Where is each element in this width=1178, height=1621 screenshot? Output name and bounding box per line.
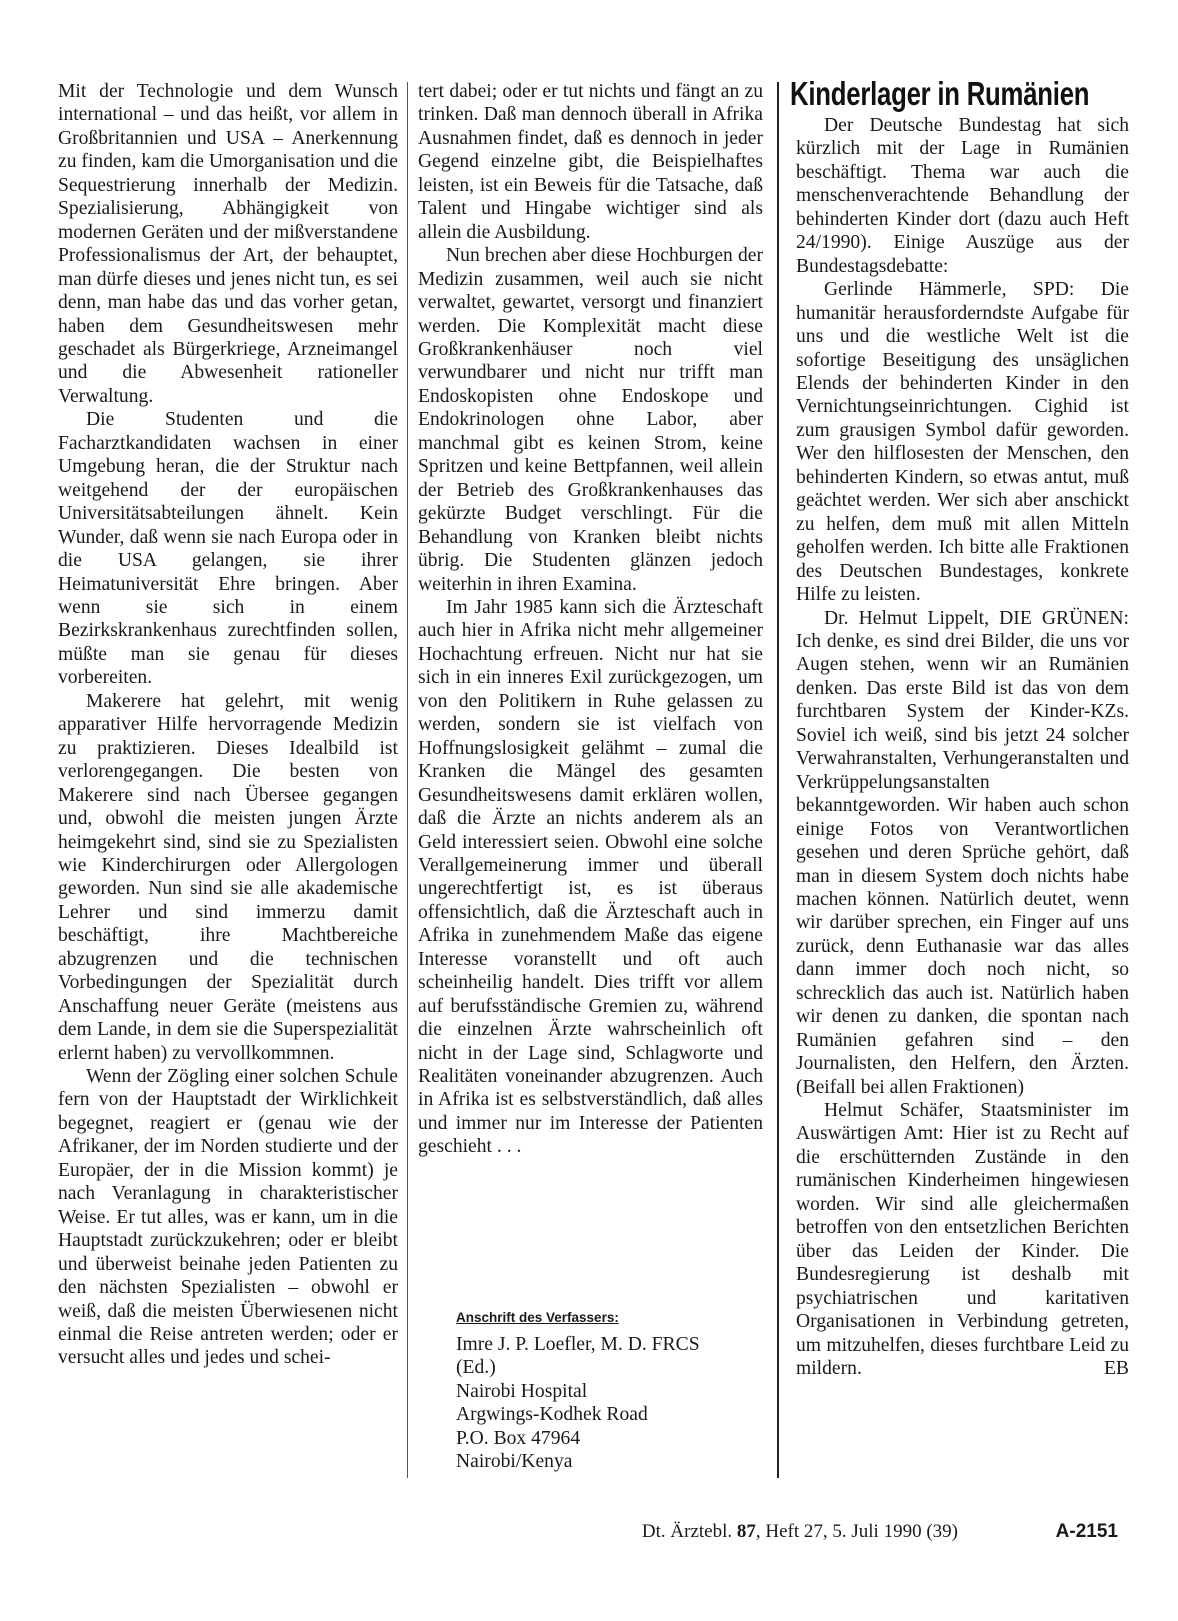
page-footer xyxy=(0,1521,1178,1547)
author-address xyxy=(456,1310,756,1474)
sidebar-headline: Kinderlager in Rumänien xyxy=(790,75,1090,112)
paragraph: Die Studenten und die Facharztkandidaten wachsen in einer Umgebung heran, die der Struktur nach weitgehend der der europäischen Universitätsabteilungen ähnelt. Kein Wunder, daß wenn sie nach Europa oder in die USA gelangen, sie ihrer Heimatuniversität Ehre bringen. Aber wenn sie sich in einem Bezirkskrankenhaus zurechtfinden sollen, müßte man sie genau für dieses vorbereiten. xyxy=(58,409,398,689)
paragraph: Mit der Technologie und dem Wunsch international – und das heißt, vor allem in Großbritannien und USA – Anerkennung zu finden, kam die Umorganisation und die Sequestrierung innerhalb der Medizin. Spezialisierung, Abhängigkeit von modernen Geräten und der mißverstandene Professionalismus der Art, der behauptet, man dürfe dieses und jenes nicht tun, es sei denn, man habe das und das vorher getan, haben dem Gesundheitswesen mehr geschadet als Bürgerkriege, Arzneimangel und die Abwesenheit rationeller Verwaltung. xyxy=(58,81,398,407)
address-line: P.O. Box 47964 xyxy=(456,1427,581,1449)
journal-issue: , Heft 27, 5. Juli 1990 (39) xyxy=(755,1521,958,1542)
journal-volume: 87 xyxy=(736,1521,756,1542)
author-signature: EB xyxy=(1103,1358,1129,1380)
sidebar-column xyxy=(796,114,1129,1380)
journal-citation xyxy=(642,1521,958,1543)
paragraph: Makerere hat gelehrt, mit wenig apparativer Hilfe hervorragende Medizin zu praktizieren. Dieses Idealbild ist verlorengegangen. Die besten von Makerere sind nach Übersee gegangen und, obwohl die meisten jungen Ärzte heimgekehrt sind, sind sie zu Spezialisten wie Kinderchirurgen oder Allergologen geworden. Nun sind sie alle akademische Lehrer und sind immerzu damit beschäftigt, ihre Machtbereiche abzugrenzen und die technischen Vorbedingungen der Spezialität durch Anschaffung neuer Geräte (meistens aus dem Lande, in dem sie die Superspezialität erlernt haben) zu vervollkommnen. xyxy=(58,690,398,1064)
column-divider xyxy=(407,82,408,1478)
address-line: Argwings-Kodhek Road xyxy=(456,1404,648,1426)
article-column-1 xyxy=(58,80,398,1370)
paragraph: Im Jahr 1985 kann sich die Ärzteschaft auch hier in Afrika nicht mehr allgemeiner Hochachtung erfreuen. Nicht nur hat sie sich in ein inneres Exil zurückgezogen, um von den Politikern in Ruhe gelassen zu werden, sondern sie ist vielfach von Hoffnungslosigkeit gelähmt – zumal die Kranken die Mängel des gesamten Gesundheitswesens damit erklären wollen, daß die Ärzte an nichts anderem als an Geld interessiert seien. Obwohl eine solche Verallgemeinerung immer und überall ungerechtfertigt ist, es ist überaus offensichtlich, daß die Ärzteschaft auch in Afrika in zunehmendem Maße das eigene Interesse voranstellt und oft auch scheinheilig handelt. Dies trifft vor allem auf berufsständische Gremien zu, während die einzelnen Ärzte wahrscheinlich oft nicht in der Lage sind, Schlagworte und Realitäten voneinander abzugrenzen. Auch in Afrika ist es selbstverständlich, daß alles und immer nur im Interesse der Patienten geschieht . . . xyxy=(418,596,763,1158)
article-column-2 xyxy=(418,80,763,1159)
address-label: Anschrift des Verfassers: xyxy=(456,1310,619,1325)
address-line: (Ed.) xyxy=(456,1357,496,1379)
paragraph: Nun brechen aber diese Hochburgen der Medizin zusammen, weil auch sie nicht verwaltet, gewartet, versorgt und finanziert werden. Die Komplexität macht diese Großkrankenhäuser noch viel verwundbarer und nicht nur trifft man Endoskopisten ohne Endoskope und Endokrinologen ohne Labor, aber manchmal gibt es keinen Strom, keine Spritzen und keine Bettpfannen, weil allein der Betrieb des Großkrankenhauses das gekürzte Budget verschlingt. Für die Behandlung von Kranken bleibt nichts übrig. Die Studenten glänzen jedoch weiterhin in ihren Examina. xyxy=(418,245,763,595)
address-line: Nairobi/Kenya xyxy=(456,1451,573,1473)
paragraph: tert dabei; oder er tut nichts und fängt an zu trinken. Daß man dennoch überall in Afrika Ausnahmen findet, daß es dennoch in jeder Gegend einzelne gibt, die Beispielhaftes leisten, ist ein Beweis für die Tatsache, daß Talent und Hingabe wichtiger sind als allein die Ausbildung. xyxy=(418,81,763,243)
sidebar-divider xyxy=(777,82,779,1478)
journal-name: Dt. Ärztebl. xyxy=(641,1521,733,1542)
paragraph xyxy=(796,1099,1129,1380)
address-line: Nairobi Hospital xyxy=(456,1380,588,1402)
paragraph: Wenn der Zögling einer solchen Schule fern von der Hauptstadt der Wirklichkeit begegnet, reagiert er (genau wie der Afrikaner, der im Norden studierte und der Europäer, der in die Mission kommt) je nach Veranlagung in charakteristischer Weise. Er tut alles, was er kann, um in die Hauptstadt zurückzukehren; oder er bleibt und überweist beinahe jeden Patienten zu den nächsten Spezialisten – obwohl er weiß, daß die meisten Überwiesenen nicht einmal die Reise antreten werden; oder er versucht alles und jedes und schei- xyxy=(58,1066,398,1369)
address-line: Imre J. P. Loefler, M. D. FRCS xyxy=(456,1334,700,1355)
paragraph-text: Helmut Schäfer, Staatsminister im Auswärtigen Amt: Hier ist zu Recht auf die erschütternden Zustände in den rumänischen Kinderheimen hingewiesen worden. Wir sind alle gleichermaßen betroffen von den entsetzlichen Berichten über das Leiden der Kinder. Die Bundesregierung ist deshalb mit psychiatrischen und karitativen Organisationen in Verbindung getreten, um mitzuhelfen, dieses furchtbare Leid zu mildern. xyxy=(796,1100,1129,1380)
page-number: A-2151 xyxy=(1055,1521,1118,1542)
paragraph: Gerlinde Hämmerle, SPD: Die humanitär herausforderndste Aufgabe für uns und die westliche Welt ist die sofortige Beseitigung des unsäglichen Elends der behinderten Kinder in den Vernichtungseinrichtungen. Cighid ist zum grausigen Symbol dafür geworden. Wer den hilflosesten der Menschen, den behinderten Kindern, so etwas antut, muß geächtet werden. Wer sich aber anschickt zu helfen, dem muß mit allen Mitteln geholfen werden. Ich bitte alle Fraktionen des Deutschen Bundestages, konkrete Hilfe zu leisten. xyxy=(796,279,1129,606)
paragraph: Der Deutsche Bundestag hat sich kürzlich mit der Lage in Rumänien beschäftigt. Thema war auch die menschenverachtende Behandlung der behinderten Kinder dort (dazu auch Heft 24/1990). Einige Auszüge aus der Bundestagsdebatte: xyxy=(796,115,1129,277)
paragraph: Dr. Helmut Lippelt, DIE GRÜNEN: Ich denke, es sind drei Bilder, die uns vor Augen stehen, wenn wir an Rumänien denken. Das erste Bild ist das von dem furchtbaren System der Kinder-KZs. Soviel ich weiß, sind bis jetzt 24 solcher Verwahranstalten, Verhungeranstalten und Verkrüppelungsanstalten bekanntgeworden. Wir haben auch schon einige Fotos von Verantwortlichen gesehen und deren Sprüche gehört, daß man in diesem System doch nichts habe machen können. Natürlich deutet, wenn wir darüber sprechen, ein Finger auf uns zurück, denn Euthanasie war das alles dann immer doch noch nicht, so schrecklich das auch ist. Natürlich haben wir denen zu danken, die spontan nach Rumänien gefahren sind – den Journalisten, den Helfern, den Ärzten. (Beifall bei allen Fraktionen) xyxy=(796,607,1129,1098)
